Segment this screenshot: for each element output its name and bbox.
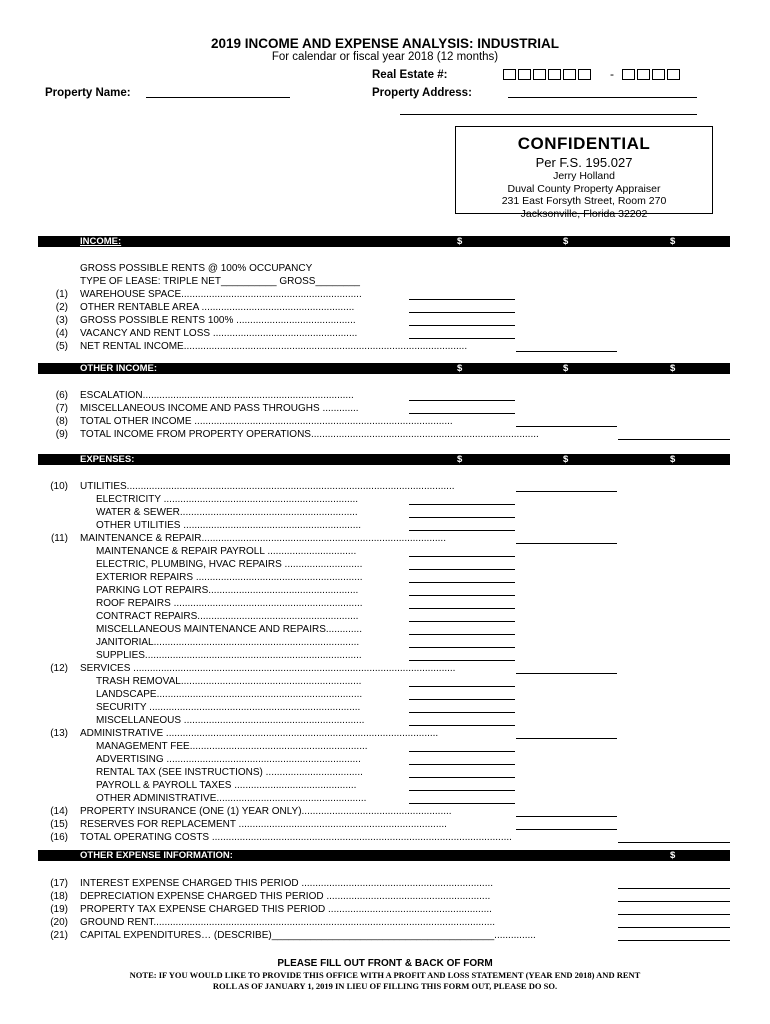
line-label: RESERVES FOR REPLACEMENT ...........................................................................: [80, 819, 447, 830]
form-row: [40, 558, 740, 571]
line-number: (18): [50, 891, 68, 902]
dollar-sign: $: [670, 454, 676, 465]
property-address-label: Property Address:: [372, 87, 472, 99]
form-row: [40, 701, 740, 714]
form-row: [40, 571, 740, 584]
line-label: SUPPLIES..............................................................................: [96, 650, 362, 661]
appraiser-street: 231 East Forsyth Street, Room 270: [501, 195, 667, 207]
amount-input-line[interactable]: [618, 901, 730, 902]
confidential-heading: CONFIDENTIAL: [517, 134, 651, 153]
line-label: TOTAL INCOME FROM PROPERTY OPERATIONS..................................................................................: [80, 429, 539, 440]
line-number: (9): [55, 429, 68, 440]
line-label: CONTRACT REPAIRS..........................................................: [96, 611, 359, 622]
amount-input-line[interactable]: [409, 504, 515, 505]
line-number: (1): [55, 289, 68, 300]
amount-input-line[interactable]: [516, 491, 617, 492]
amount-input-line[interactable]: [516, 543, 617, 544]
line-label: PROPERTY INSURANCE (ONE (1) YEAR ONLY)......................................................: [80, 806, 452, 817]
form-row: [40, 301, 740, 314]
line-number: (19): [50, 904, 68, 915]
amount-input-line[interactable]: [409, 556, 515, 557]
form-row: [40, 623, 740, 636]
form-row: [40, 314, 740, 327]
line-label: WAREHOUSE SPACE.................................................................: [80, 289, 362, 300]
form-row: [40, 389, 740, 402]
line-label: WATER & SEWER................................................................: [96, 507, 358, 518]
amount-input-line[interactable]: [409, 517, 515, 518]
form-row: [40, 610, 740, 623]
form-subtitle: For calendar or fiscal year 2018 (12 months): [271, 51, 499, 63]
amount-input-line[interactable]: [409, 312, 515, 313]
dollar-sign: $: [457, 363, 463, 374]
real-estate-dash: -: [610, 67, 614, 81]
income-heading: INCOME:: [80, 236, 122, 247]
line-number: (15): [50, 819, 68, 830]
amount-input-line[interactable]: [618, 439, 730, 440]
line-label: OTHER RENTABLE AREA .......................................................: [80, 302, 355, 313]
form-row: [40, 636, 740, 649]
line-label: NET RENTAL INCOME......................................................................................................: [80, 341, 468, 352]
amount-input-line[interactable]: [516, 829, 617, 830]
form-row: [40, 262, 740, 275]
line-label: MANAGEMENT FEE................................................................: [96, 741, 368, 752]
amount-input-line[interactable]: [409, 530, 515, 531]
form-row: [40, 714, 740, 727]
dollar-sign: $: [563, 363, 569, 374]
dollar-sign: $: [670, 236, 676, 247]
amount-input-line[interactable]: [409, 569, 515, 570]
line-number: (7): [55, 403, 68, 414]
form-row: [40, 675, 740, 688]
form-row: [40, 532, 740, 545]
expenses-heading: EXPENSES:: [80, 454, 135, 465]
form-row: [40, 584, 740, 597]
amount-input-line[interactable]: [409, 777, 515, 778]
property-address-field-line2[interactable]: [400, 113, 697, 115]
amount-input-line[interactable]: [409, 608, 515, 609]
footer-instruction: PLEASE FILL OUT FRONT & BACK OF FORM: [277, 958, 493, 969]
line-number: (3): [55, 315, 68, 326]
line-number: (14): [50, 806, 68, 817]
form-row: [40, 753, 740, 766]
amount-input-line[interactable]: [409, 338, 515, 339]
form-row: [40, 340, 740, 353]
amount-input-line[interactable]: [618, 914, 730, 915]
real-estate-number-part2[interactable]: [622, 69, 682, 80]
line-number: (12): [50, 663, 68, 674]
appraiser-name: Jerry Holland: [553, 170, 615, 182]
line-label: LANDSCAPE..........................................................................: [96, 689, 363, 700]
amount-input-line[interactable]: [409, 400, 515, 401]
line-number: (20): [50, 917, 68, 928]
amount-input-line[interactable]: [618, 888, 730, 889]
other-expense-heading: OTHER EXPENSE INFORMATION:: [80, 850, 233, 861]
amount-input-line[interactable]: [409, 621, 515, 622]
line-label: MAINTENANCE & REPAIR........................................................................................: [80, 533, 446, 544]
amount-input-line[interactable]: [516, 673, 617, 674]
line-label: TOTAL OPERATING COSTS ............................................................................................................: [80, 832, 512, 843]
form-row: [40, 662, 740, 675]
line-label: RENTAL TAX (SEE INSTRUCTIONS) ...................................: [96, 767, 363, 778]
line-label: GROUND RENT...........................................................................................................................: [80, 917, 496, 928]
form-row: [40, 519, 740, 532]
amount-input-line[interactable]: [409, 712, 515, 713]
form-row: [40, 275, 740, 288]
form-row: [40, 779, 740, 792]
other-income-header-bar: [38, 363, 730, 374]
dollar-sign: $: [670, 363, 676, 374]
dollar-sign: $: [457, 236, 463, 247]
form-row: [40, 493, 740, 506]
line-number: (5): [55, 341, 68, 352]
line-number: (10): [50, 481, 68, 492]
amount-input-line[interactable]: [409, 725, 515, 726]
property-name-label: Property Name:: [45, 87, 131, 99]
line-label: VACANCY AND RENT LOSS ....................................................: [80, 328, 358, 339]
line-number: (11): [50, 533, 68, 544]
amount-input-line[interactable]: [516, 351, 617, 352]
form-row: [40, 766, 740, 779]
line-label: ELECTRICITY ......................................................................: [96, 494, 359, 505]
line-label: JANITORIAL..........................................................................: [96, 637, 360, 648]
real-estate-number-part1[interactable]: [503, 69, 593, 80]
footer-note: NOTE: IF YOU WOULD LIKE TO PROVIDE THIS OFFICE WITH A PROFIT AND LOSS STATEMENT (YEAR END 2018) AND RENT ROLL AS OF JANUARY 1, 2019 IN LIEU OF FILLING THIS FORM OUT, PLEASE DO SO.: [129, 970, 641, 991]
line-label: OTHER UTILITIES ................................................................: [96, 520, 362, 531]
line-label: DEPRECIATION EXPENSE CHARGED THIS PERIOD ...........................................................: [80, 891, 491, 902]
appraiser-office: Duval County Property Appraiser: [507, 182, 661, 195]
line-label: ROOF REPAIRS ....................................................................: [96, 598, 363, 609]
line-label: ADVERTISING ......................................................................: [96, 754, 361, 765]
other-expense-header-bar: [38, 850, 730, 861]
amount-input-line[interactable]: [409, 582, 515, 583]
line-number: (17): [50, 878, 68, 889]
property-address-field[interactable]: [508, 96, 697, 98]
form-row: [40, 805, 740, 818]
real-estate-label: Real Estate #:: [372, 69, 448, 81]
amount-input-line[interactable]: [409, 790, 515, 791]
form-row: [40, 740, 740, 753]
form-row: [40, 506, 740, 519]
amount-input-line[interactable]: [409, 686, 515, 687]
amount-input-line[interactable]: [409, 751, 515, 752]
amount-input-line[interactable]: [409, 634, 515, 635]
line-number: (13): [50, 728, 68, 739]
income-header-bar: [38, 236, 730, 247]
line-label: ESCALATION............................................................................: [80, 390, 354, 401]
form-row: [40, 288, 740, 301]
appraiser-city: Jacksonville, Florida 32202: [520, 207, 648, 220]
line-label: ADMINISTRATIVE ..................................................................................................: [80, 728, 439, 739]
amount-input-line[interactable]: [409, 647, 515, 648]
line-label: TOTAL OTHER INCOME .............................................................................................: [80, 416, 453, 427]
dollar-sign: $: [670, 850, 676, 861]
line-label: MISCELLANEOUS MAINTENANCE AND REPAIRS.............: [96, 624, 362, 635]
line-label: TRASH REMOVAL.................................................................: [96, 676, 362, 687]
amount-input-line[interactable]: [409, 803, 515, 804]
form-row: [40, 480, 740, 493]
statute-reference: Per F.S. 195.027: [535, 155, 633, 170]
amount-input-line[interactable]: [409, 299, 515, 300]
amount-input-line[interactable]: [409, 764, 515, 765]
line-label: SERVICES ....................................................................................................................: [80, 663, 456, 674]
property-name-field[interactable]: [146, 96, 290, 98]
line-label: SECURITY ............................................................................: [96, 702, 361, 713]
dollar-sign: $: [457, 454, 463, 465]
line-label: MISCELLANEOUS INCOME AND PASS THROUGHS .............: [80, 403, 359, 414]
confidential-box: [455, 126, 713, 220]
form-row: [40, 327, 740, 340]
form-row: [40, 818, 740, 831]
line-label: MAINTENANCE & REPAIR PAYROLL ................................: [96, 546, 357, 557]
line-label: TYPE OF LEASE: TRIPLE NET__________ GROSS________: [80, 276, 360, 287]
line-label: GROSS POSSIBLE RENTS 100% ...........................................: [80, 315, 356, 326]
line-label: OTHER ADMINISTRATIVE......................................................: [96, 793, 367, 804]
amount-input-line[interactable]: [409, 595, 515, 596]
line-number: (4): [55, 328, 68, 339]
line-number: (21): [50, 930, 68, 941]
line-label: CAPITAL EXPENDITURES… (DESCRIBE)________________________________________...............: [80, 930, 536, 941]
line-number: (6): [55, 390, 68, 401]
amount-input-line[interactable]: [618, 927, 730, 928]
form-row: [40, 649, 740, 662]
form-row: [40, 792, 740, 805]
line-number: (16): [50, 832, 68, 843]
form-row: [40, 545, 740, 558]
amount-input-line[interactable]: [409, 660, 515, 661]
line-label: ELECTRIC, PLUMBING, HVAC REPAIRS ............................: [96, 559, 363, 570]
line-label: GROSS POSSIBLE RENTS @ 100% OCCUPANCY: [80, 263, 313, 274]
line-number: (2): [55, 302, 68, 313]
amount-input-line[interactable]: [409, 413, 515, 414]
form-row: [40, 415, 740, 428]
form-row: [40, 688, 740, 701]
amount-input-line[interactable]: [516, 738, 617, 739]
line-number: (8): [55, 416, 68, 427]
form-row: [40, 597, 740, 610]
line-label: EXTERIOR REPAIRS ............................................................: [96, 572, 363, 583]
line-label: MISCELLANEOUS .................................................................: [96, 715, 365, 726]
amount-input-line[interactable]: [409, 699, 515, 700]
other-income-heading: OTHER INCOME:: [80, 363, 158, 374]
line-label: INTEREST EXPENSE CHARGED THIS PERIOD .....................................................................: [80, 878, 494, 889]
amount-input-line[interactable]: [618, 842, 730, 843]
form-row: [40, 402, 740, 415]
amount-input-line[interactable]: [618, 940, 730, 941]
line-label: PARKING LOT REPAIRS......................................................: [96, 585, 359, 596]
amount-input-line[interactable]: [516, 426, 617, 427]
line-label: UTILITIES......................................................................................................................: [80, 481, 455, 492]
form-row: [40, 727, 740, 740]
form-title: 2019 INCOME AND EXPENSE ANALYSIS: INDUSTRIAL: [210, 36, 560, 51]
line-label: PAYROLL & PAYROLL TAXES ............................................: [96, 780, 357, 791]
amount-input-line[interactable]: [409, 325, 515, 326]
amount-input-line[interactable]: [516, 816, 617, 817]
line-label: PROPERTY TAX EXPENSE CHARGED THIS PERIOD ...........................................................: [80, 904, 492, 915]
dollar-sign: $: [563, 236, 569, 247]
expenses-header-bar: [38, 454, 730, 465]
dollar-sign: $: [563, 454, 569, 465]
